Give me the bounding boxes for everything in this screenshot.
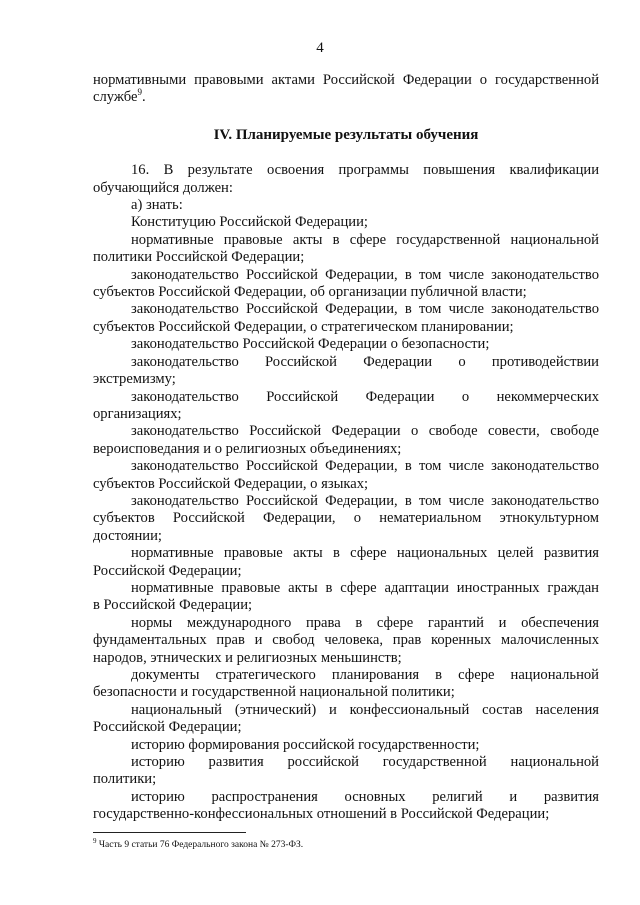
document-body: [93, 72, 599, 824]
list-item: [93, 214, 599, 231]
intro-line-2-end: .: [141, 89, 146, 106]
footnote-mark: 9: [93, 836, 97, 845]
list-item: [93, 267, 599, 302]
intro-paragraph: [93, 72, 599, 107]
list-item: [93, 493, 599, 545]
list-item-line: субъектов Российской Федерации, о языках;: [93, 475, 369, 492]
intro-line-2-text: службе: [93, 89, 138, 106]
list-item: [93, 336, 599, 353]
list-item-line: нормативные правовые акты в сфере национальных целей развития: [131, 545, 599, 562]
list-item: [93, 754, 599, 789]
list-item-line: историю распространения основных религий и развития: [131, 788, 599, 805]
list-item-line: Российской Федерации;: [93, 719, 242, 736]
list-item: [93, 389, 599, 424]
list-item-line: законодательство Российской Федерации, в том числе законодательство: [131, 266, 599, 283]
list-item-line: историю формирования российской государственности;: [131, 736, 480, 753]
list-item-line: национальный (этнический) и конфессиональный состав населения: [131, 701, 599, 718]
list-item: [93, 354, 599, 389]
footnote-text: Часть 9 статьи 76 Федерального закона № 273-ФЗ.: [98, 840, 304, 850]
list-item-line: экстремизму;: [93, 371, 176, 388]
list-item-line: законодательство Российской Федерации, в том числе законодательство: [131, 458, 599, 475]
footnote-reference[interactable]: 9: [137, 87, 142, 98]
list-item-line: безопасности и государственной национальной политики;: [93, 684, 455, 701]
list-item: [93, 789, 599, 824]
list-item-line: нормы международного права в сфере гарантий и обеспечения: [131, 614, 599, 631]
list-item-line: законодательство Российской Федерации, в том числе законодательство: [131, 492, 599, 509]
footnote: [93, 836, 304, 850]
section-heading: IV. Планируемые результаты обучения: [213, 126, 479, 143]
list-item: [93, 423, 599, 458]
list-item: [93, 458, 599, 493]
paragraph-16-line-2: обучающийся должен:: [93, 179, 233, 196]
list-item-line: Российской Федерации;: [93, 562, 242, 579]
list-item-line: документы стратегического планирования в сфере национальной: [131, 667, 599, 683]
footnote-rule: [93, 832, 246, 833]
list-item-line: субъектов Российской Федерации, о стратегическом планировании;: [93, 318, 514, 335]
list-item-line: Конституцию Российской Федерации;: [131, 214, 368, 231]
list-item: [93, 615, 599, 667]
list-item-line: законодательство Российской Федерации о свободе совести, свободе: [131, 423, 599, 440]
list-item: [93, 301, 599, 336]
list-item-line: государственно-конфессиональных отношений в Российской Федерации;: [93, 806, 550, 823]
list-item-line: законодательство Российской Федерации о безопасности;: [131, 336, 490, 353]
list-item: [93, 580, 599, 615]
list-item: [93, 737, 599, 754]
list-item-line: в Российской Федерации;: [93, 597, 253, 614]
list-item-line: законодательство Российской Федерации о некоммерческих: [131, 388, 599, 405]
list-item-line: организациях;: [93, 405, 182, 422]
list-item: [93, 667, 599, 702]
list-item-line: субъектов Российской Федерации, об организации публичной власти;: [93, 284, 527, 301]
paragraph-16-line-1: 16. В результате освоения программы повышения квалификации: [131, 162, 599, 179]
list-item-line: фундаментальных прав и свобод человека, прав коренных малочисленных: [93, 632, 599, 649]
list-item-line: нормативные правовые акты в сфере адаптации иностранных граждан: [131, 579, 599, 596]
list-item-line: политики Российской Федерации;: [93, 249, 305, 266]
list-item: [93, 702, 599, 737]
page-number: 4: [316, 40, 324, 56]
list-item-line: нормативные правовые акты в сфере государственной национальной: [131, 231, 599, 248]
list-item: [93, 545, 599, 580]
list-item-line: политики;: [93, 771, 157, 788]
list-item-line: вероисповедания и о религиозных объединениях;: [93, 440, 402, 457]
intro-line-1: нормативными правовыми актами Российской Федерации о государственной: [93, 72, 599, 88]
list-item-line: народов, этнических и религиозных меньшинств;: [93, 649, 402, 666]
list-item-line: субъектов Российской Федерации, о нематериальном этнокультурном: [93, 510, 599, 527]
list-item-line: законодательство Российской Федерации, в том числе законодательство: [131, 301, 599, 318]
list-item-line: историю развития российской государственной национальной: [131, 754, 599, 771]
intro-line-2: [93, 89, 599, 106]
list-item: [93, 232, 599, 267]
knowledge-list: [93, 214, 599, 823]
list-item-line: законодательство Российской Федерации о противодействии: [131, 353, 599, 370]
know-label: а) знать:: [131, 197, 183, 214]
paragraph-16: [93, 162, 599, 197]
list-item-line: достоянии;: [93, 527, 162, 544]
